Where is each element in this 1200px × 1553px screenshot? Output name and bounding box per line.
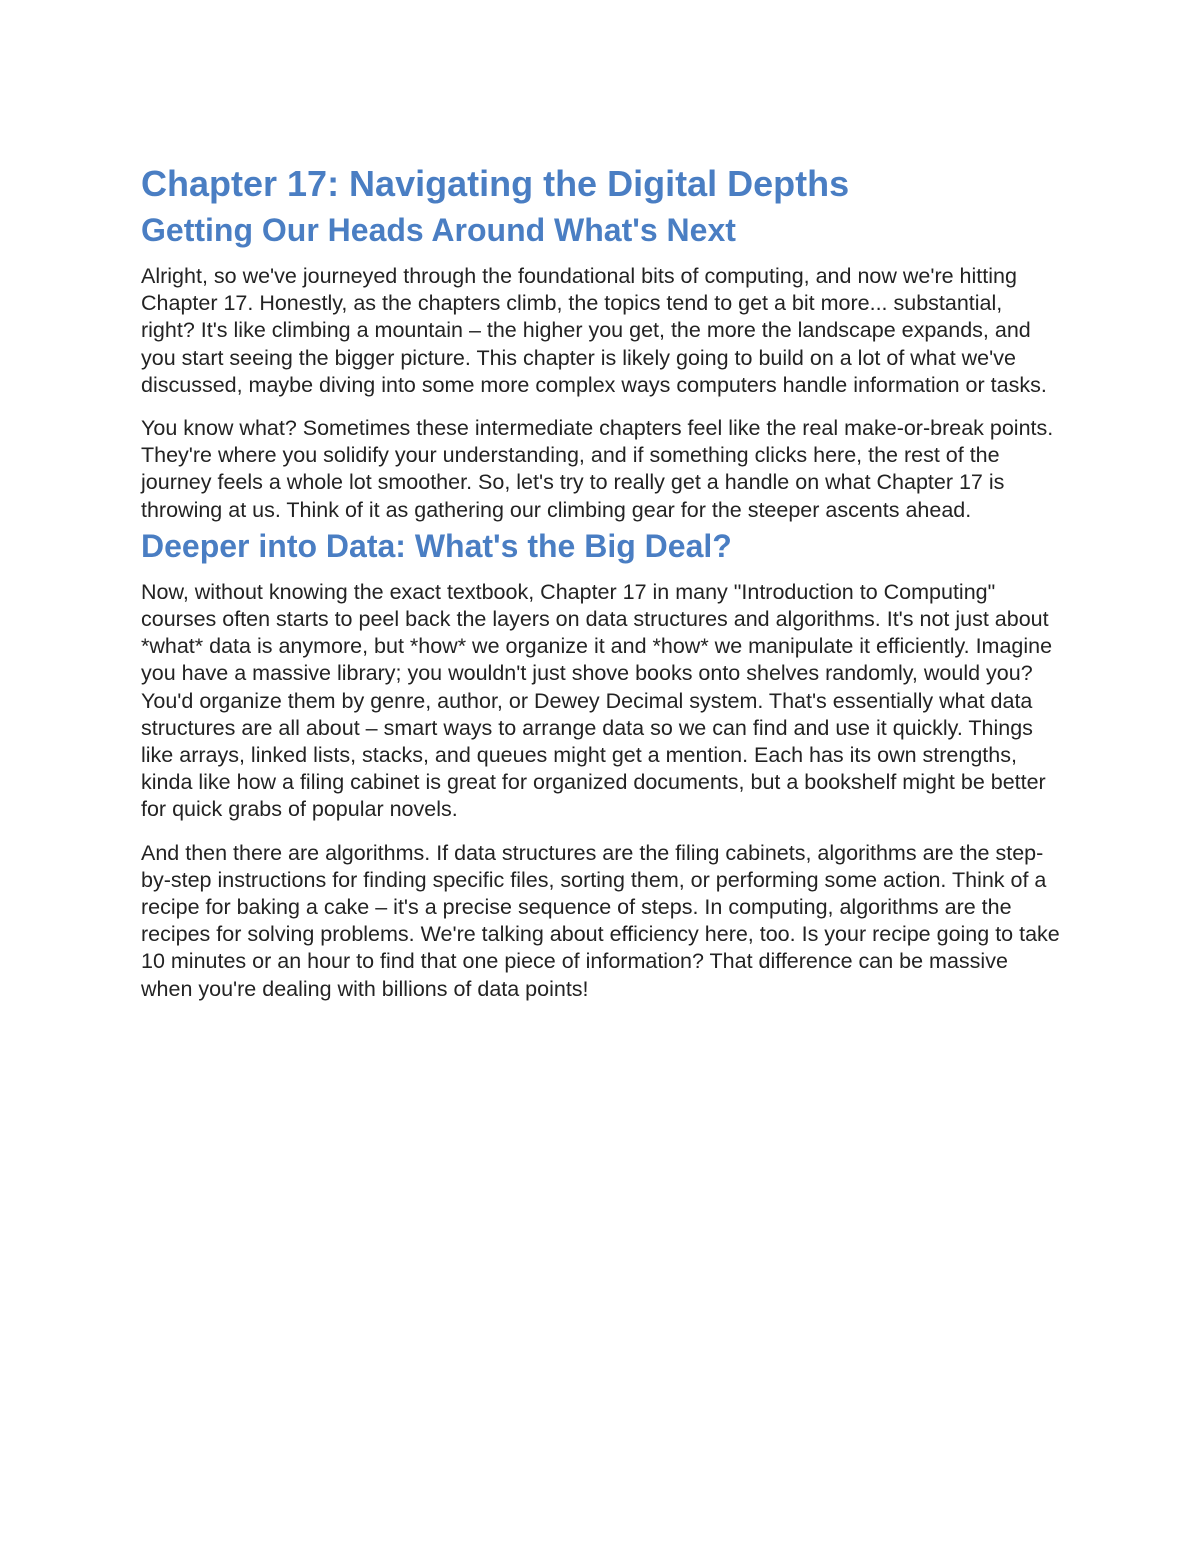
section-heading: Deeper into Data: What's the Big Deal?	[141, 527, 732, 564]
body-paragraph: And then there are algorithms. If data structures are the filing cabinets, algorithms are the step-by-step instructions for finding specific files, sorting them, or performing some action. Think of a recipe for baking a cake – it's a precise sequence of steps. In computing, algorithms are the recipes for solving problems. We're talking about efficiency here, too. Is your recipe going to take 10 minutes or an hour to find that one piece of information? That difference can be massive when you're dealing with billions of data points!	[141, 840, 1060, 1001]
section-deeper-into-data	[141, 524, 1061, 1003]
section-heading: Getting Our Heads Around What's Next	[141, 212, 736, 248]
section-whats-next	[141, 208, 1061, 524]
document-content	[141, 160, 1061, 1003]
body-paragraph: Alright, so we've journeyed through the foundational bits of computing, and now we're hitting Chapter 17. Honestly, as the chapters climb, the topics tend to get a bit more... substantial, right? It's like climbing a mountain – the higher you get, the more the landscape expands, and you start seeing the bigger picture. This chapter is likely going to build on a lot of what we've discussed, maybe diving into some more complex ways computers handle information or tasks.	[141, 264, 1047, 397]
body-paragraph: You know what? Sometimes these intermediate chapters feel like the real make-or-break points. They're where you solidify your understanding, and if something clicks here, the rest of the journey feels a whole lot smoother. So, let's try to really get a handle on what Chapter 17 is throwing at us. Think of it as gathering our climbing gear for the steeper ascents ahead.	[141, 416, 1054, 522]
chapter-title: Chapter 17: Navigating the Digital Depths	[141, 163, 850, 204]
body-paragraph: Now, without knowing the exact textbook, Chapter 17 in many "Introduction to Computing" courses often starts to peel back the layers on data structures and algorithms. It's not just about *what* data is anymore, but *how* we organize it and *how* we manipulate it efficiently. Imagine you have a massive library; you wouldn't just shove books onto shelves randomly, would you? You'd organize them by genre, author, or Dewey Decimal system. That's essentially what data structures are all about – smart ways to arrange data so we can find and use it quickly. Things like arrays, linked lists, stacks, and queues might get a mention. Each has its own strengths, kinda like how a filing cabinet is great for organized documents, but a bookshelf might be better for quick grabs of popular novels.	[141, 579, 1053, 822]
